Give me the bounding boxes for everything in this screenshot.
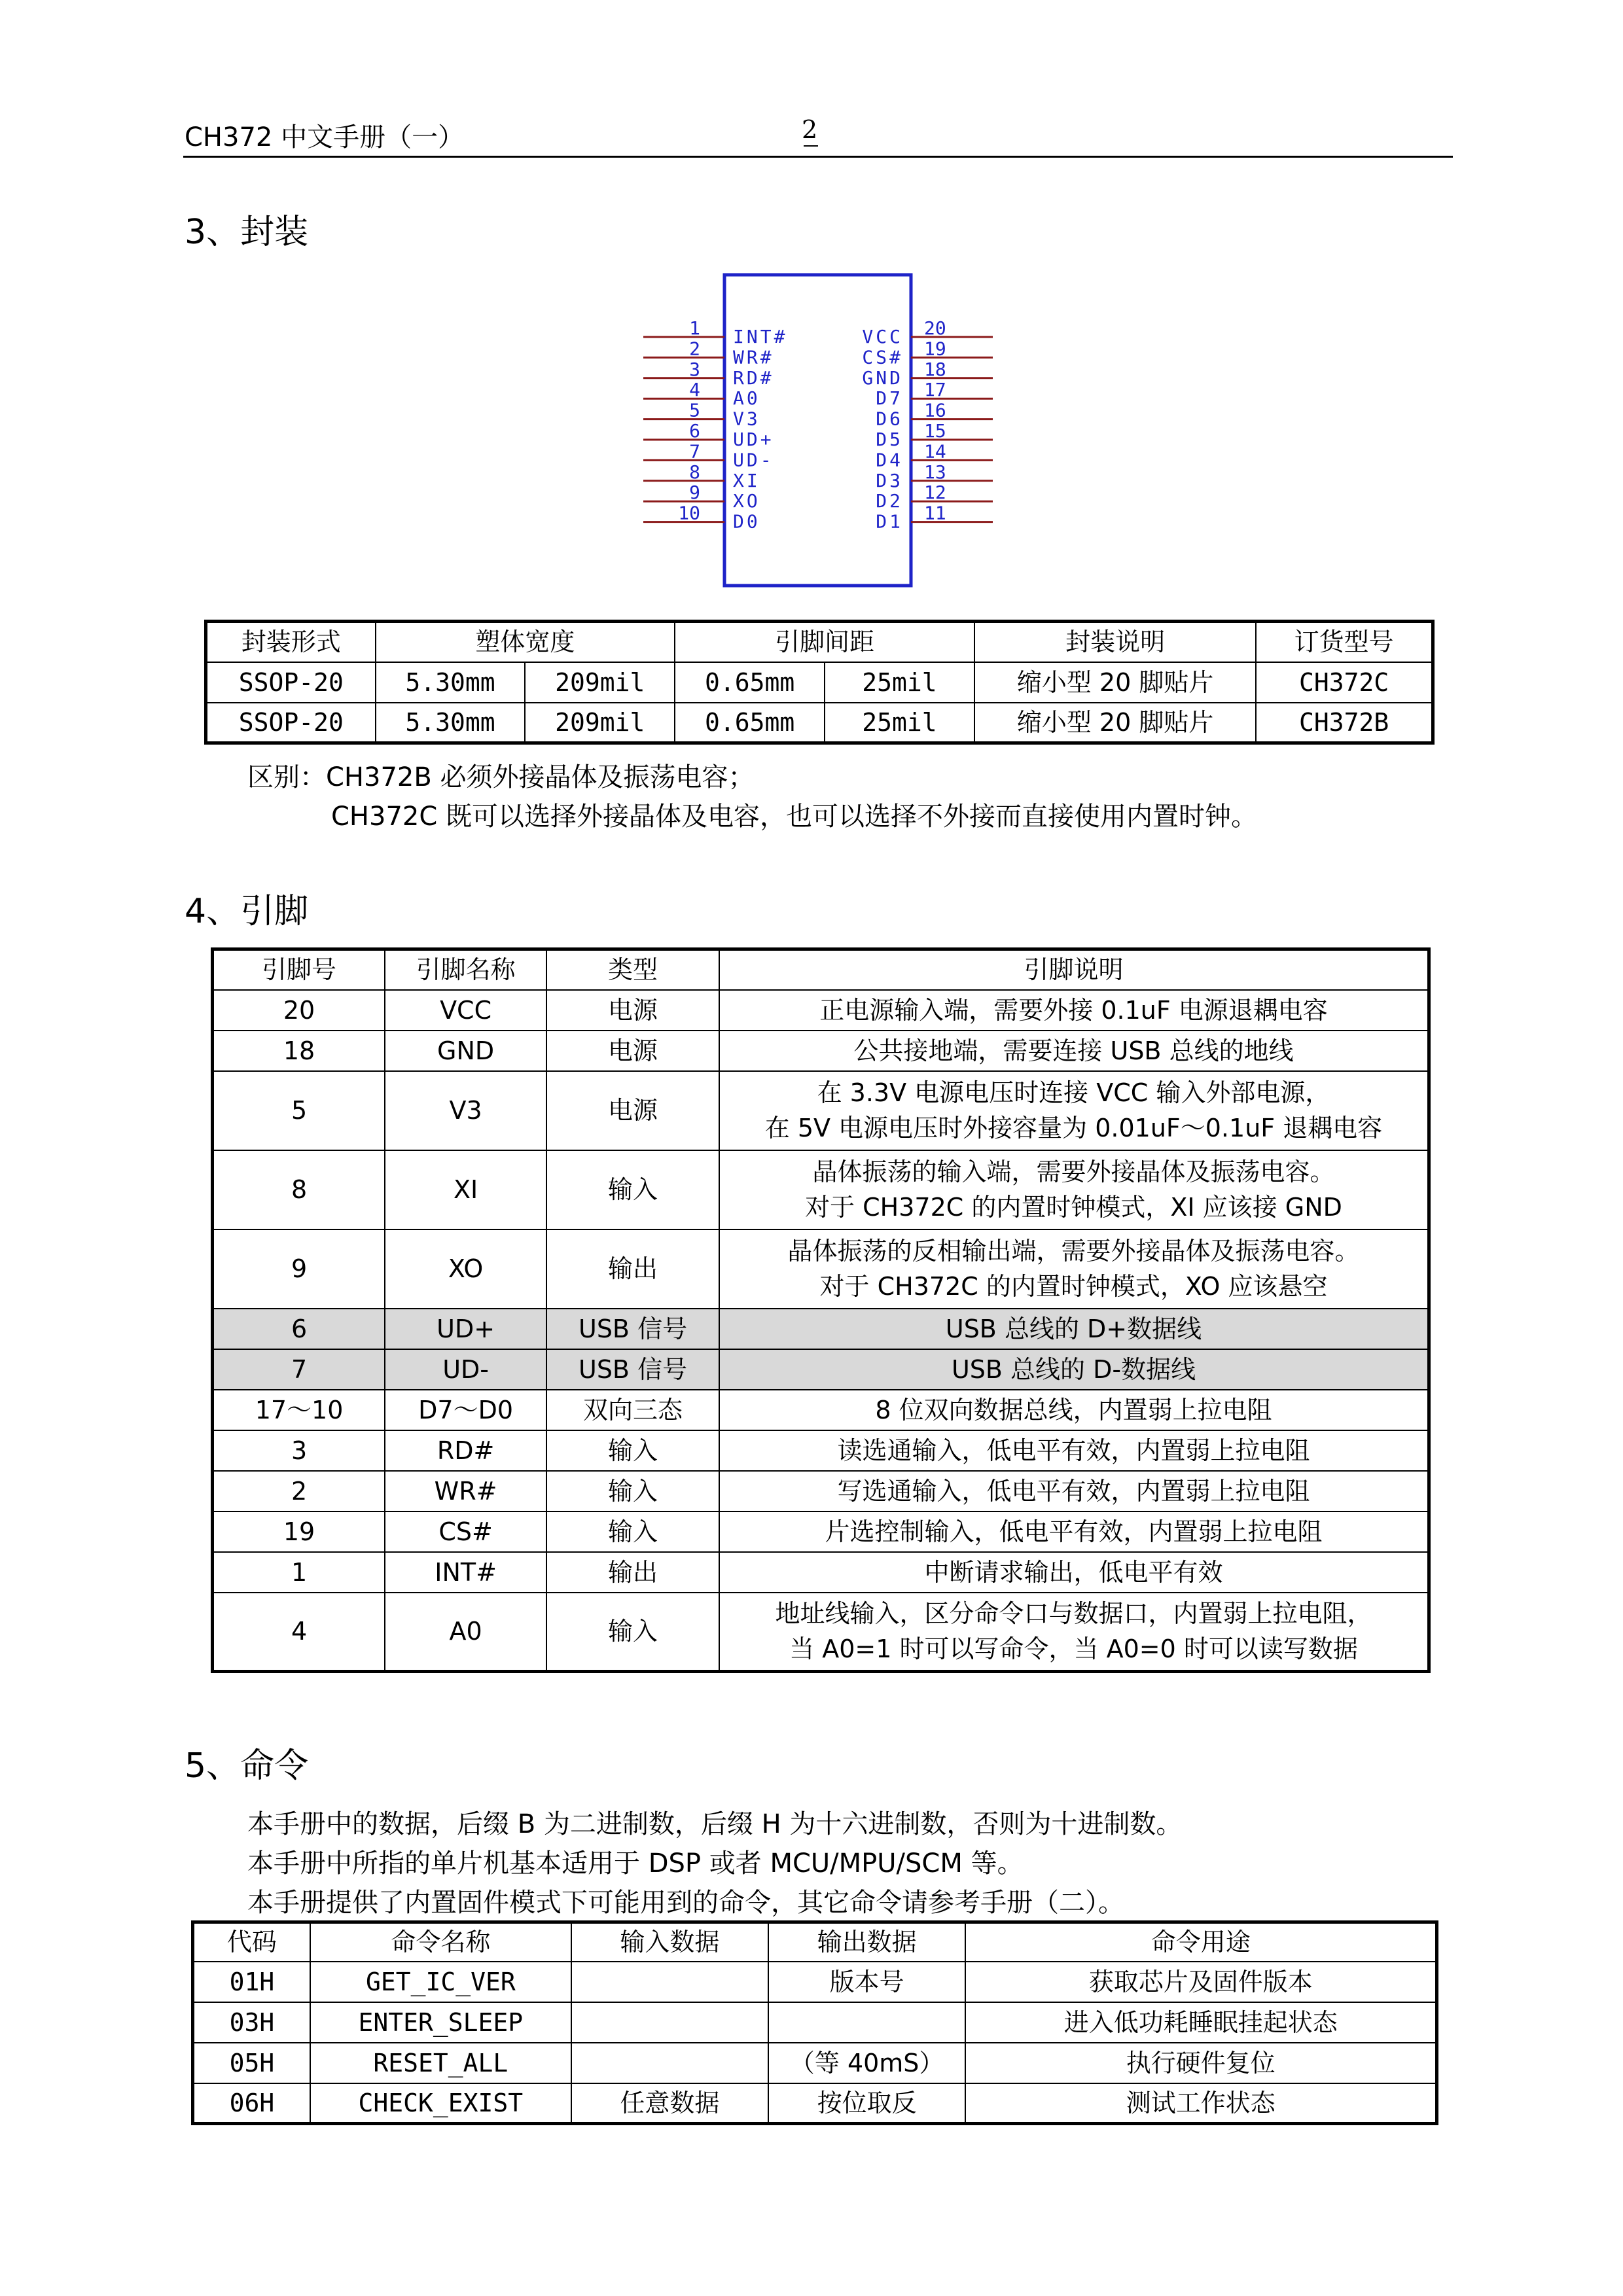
table-row [213,1349,1429,1390]
description-line: 中断请求输出，低电平有效 [924,1557,1223,1587]
page-number-underline [804,145,818,147]
description-line: 写选通输入，低电平有效，内置弱上拉电阻 [837,1476,1310,1506]
pin-name: D0 [733,510,760,533]
pin-number: 5 [689,399,700,421]
section-4-heading: 4、引脚 [185,892,309,931]
pin-name: XI [733,469,760,491]
description-line: 地址线输入，区分命令口与数据口，内置弱上拉电阻， [775,1599,1372,1629]
pin-number: 12 [924,482,946,504]
pin-type-cell: 电源 [546,1031,719,1071]
pin-number: 17 [924,379,946,401]
description-line: 当 A0=1 时可以写命令，当 A0=0 时可以读写数据 [789,1634,1358,1664]
header-rule [183,156,1453,158]
column-header: 类型 [546,949,719,990]
pin-name: D2 [876,490,903,512]
table-row [193,2043,1437,2083]
description-line: 在 3.3V 电源电压时连接 VCC 输入外部电源， [817,1078,1330,1107]
pin-type-cell: 电源 [546,990,719,1031]
pin-name: UD- [733,449,774,471]
column-header: 输出数据 [768,1922,966,1962]
table-row [213,1552,1429,1593]
table-row [193,2002,1437,2043]
command-cell: 获取芯片及固件版本 [965,1962,1436,2002]
command-cell [571,2002,768,2043]
command-cell: 05H [193,2043,310,2083]
pkg-header-desc: 封装说明 [974,622,1256,662]
pin-name-cell: XO [385,1229,546,1309]
table-row [213,1430,1429,1471]
pin-name: D6 [876,408,903,430]
pin-number: 16 [924,399,946,421]
pin-description-cell [719,1031,1429,1071]
description-line: USB 总线的 D-数据线 [951,1354,1196,1384]
pin-number: 1 [689,317,700,339]
pin-description-cell [719,1071,1429,1150]
command-cell: 任意数据 [571,2083,768,2124]
pin-type-cell: USB 信号 [546,1309,719,1349]
column-header: 输入数据 [571,1922,768,1962]
pin-number-cell: 4 [213,1593,385,1672]
pin-number: 6 [689,420,700,442]
table-row: SSOP-20 5.30mm 209mil 0.65mm 25mil 缩小型 20 脚贴片 CH372B [206,703,1433,743]
description-line: 正电源输入端，需要外接 0.1uF 电源退耦电容 [819,995,1328,1025]
pin-name: VCC [862,326,903,347]
pin-description-cell [719,1552,1429,1593]
pin-name: CS# [862,346,903,368]
pin-name: A0 [733,387,760,410]
column-header: 引脚说明 [719,949,1429,990]
pin-table [211,947,1431,1673]
pin-number-cell: 17～10 [213,1390,385,1430]
pkg-header-order: 订货型号 [1256,622,1433,662]
pin-number: 13 [924,461,946,483]
pin-name: WR# [733,346,774,368]
pin-number: 9 [689,482,700,504]
manual-title: CH372 中文手册（一） [185,122,465,152]
table-row: SSOP-20 5.30mm 209mil 0.65mm 25mil 缩小型 20 脚贴片 CH372C [206,662,1433,703]
description-line: 对于 CH372C 的内置时钟模式，XI 应该接 GND [805,1193,1342,1222]
column-header: 引脚号 [213,949,385,990]
description-line: USB 总线的 D+数据线 [945,1314,1202,1343]
pin-description-cell [719,1593,1429,1672]
command-note-2: 本手册中所指的单片机基本适用于 DSP 或者 MCU/MPU/SCM 等。 [247,1848,1024,1879]
pin-number-cell: 2 [213,1471,385,1511]
pin-description-cell [719,1511,1429,1552]
column-header: 命令名称 [310,1922,571,1962]
command-cell: 06H [193,2083,310,2124]
pin-number: 8 [689,461,700,483]
pin-number-cell: 9 [213,1229,385,1309]
page-number: 2 [802,115,818,144]
pin-number: 14 [924,440,946,463]
description-line: 晶体振荡的输入端，需要外接晶体及振荡电容。 [812,1157,1335,1186]
section-3-heading: 3、封装 [185,213,309,252]
pin-name-cell: A0 [385,1593,546,1672]
command-cell: RESET_ALL [310,2043,571,2083]
command-cell: 进入低功耗睡眠挂起状态 [965,2002,1436,2043]
pin-name: RD# [733,366,774,389]
pin-description-cell [719,1390,1429,1430]
column-header: 代码 [193,1922,310,1962]
pin-name-cell: RD# [385,1430,546,1471]
pin-name-cell: INT# [385,1552,546,1593]
table-row [213,1309,1429,1349]
description-line: 公共接地端，需要连接 USB 总线的地线 [853,1036,1294,1065]
right-pins [862,317,993,533]
pin-number-cell: 3 [213,1430,385,1471]
pin-number: 3 [689,358,700,380]
table-row [213,1511,1429,1552]
pin-number: 20 [924,317,946,339]
pin-number: 7 [689,440,700,463]
pin-name: XO [733,490,760,512]
pin-name-cell: XI [385,1150,546,1229]
command-note-1: 本手册中的数据，后缀 B 为二进制数，后缀 H 为十六进制数，否则为十进制数。 [247,1809,1183,1839]
table-row [213,1071,1429,1150]
pin-number: 18 [924,358,946,380]
pin-number: 10 [678,502,700,524]
description-line: 8 位双向数据总线，内置弱上拉电阻 [875,1395,1272,1424]
command-cell: 版本号 [768,1962,966,2002]
chip-pinout-diagram [641,272,1021,592]
pin-number: 11 [924,502,946,524]
command-note-3: 本手册提供了内置固件模式下可能用到的命令，其它命令请参考手册（二）。 [247,1888,1124,1918]
pin-description-cell [719,990,1429,1031]
pin-name-cell: WR# [385,1471,546,1511]
pin-number-cell: 6 [213,1309,385,1349]
pin-type-cell: 输入 [546,1150,719,1229]
pin-name: D4 [876,449,903,471]
pin-number-cell: 1 [213,1552,385,1593]
pin-type-cell: 输入 [546,1430,719,1471]
table-row [213,1390,1429,1430]
pin-type-cell: 输入 [546,1511,719,1552]
description-line: 晶体振荡的反相输出端，需要外接晶体及振荡电容。 [787,1237,1360,1265]
pin-name: D7 [876,387,903,410]
pin-name-cell: V3 [385,1071,546,1150]
pin-type-cell: 输入 [546,1593,719,1672]
pin-type-cell: USB 信号 [546,1349,719,1390]
pin-description-cell [719,1471,1429,1511]
pin-description-cell [719,1430,1429,1471]
table-row [193,1962,1437,2002]
table-row [193,2083,1437,2124]
column-header: 命令用途 [965,1922,1436,1962]
pin-number-cell: 8 [213,1150,385,1229]
pin-type-cell: 输入 [546,1471,719,1511]
table-row [213,1229,1429,1309]
table-row [213,1150,1429,1229]
command-cell [571,2043,768,2083]
package-note-1: 区别：CH372B 必须外接晶体及振荡电容； [247,762,755,792]
column-header: 引脚名称 [385,949,546,990]
pin-name-cell: GND [385,1031,546,1071]
table-row [213,1031,1429,1071]
description-line: 读选通输入，低电平有效，内置弱上拉电阻 [837,1436,1310,1465]
pin-description-cell [719,1349,1429,1390]
pin-name-cell: VCC [385,990,546,1031]
description-line: 对于 CH372C 的内置时钟模式，XO 应该悬空 [819,1272,1328,1301]
command-cell: 01H [193,1962,310,2002]
pin-number: 19 [924,338,946,360]
pin-name-cell: UD+ [385,1309,546,1349]
pin-name: V3 [733,408,760,430]
description-line: 片选控制输入，低电平有效，内置弱上拉电阻 [825,1517,1323,1546]
pin-name: INT# [733,326,788,347]
command-cell: CHECK_EXIST [310,2083,571,2124]
pin-type-cell: 双向三态 [546,1390,719,1430]
pin-number-cell: 19 [213,1511,385,1552]
package-note-2: CH372C 既可以选择外接晶体及电容，也可以选择不外接而直接使用内置时钟。 [331,802,1257,832]
section-5-heading: 5、命令 [185,1746,309,1786]
pin-number-cell: 18 [213,1031,385,1071]
command-table [191,1920,1438,2125]
description-line: 在 5V 电源电压时外接容量为 0.01uF～0.1uF 退耦电容 [764,1114,1383,1142]
package-table [204,620,1435,745]
pin-name: GND [862,366,903,389]
pin-type-cell: 输出 [546,1229,719,1309]
pin-name: D5 [876,429,903,450]
pkg-header-pitch: 引脚间距 [675,622,974,662]
command-cell: 执行硬件复位 [965,2043,1436,2083]
pin-type-cell: 电源 [546,1071,719,1150]
pin-name: UD+ [733,429,774,450]
table-row [213,990,1429,1031]
pin-number-cell: 7 [213,1349,385,1390]
pin-number-cell: 5 [213,1071,385,1150]
pin-name-cell: UD- [385,1349,546,1390]
pkg-header-form: 封装形式 [206,622,376,662]
pin-description-cell [719,1150,1429,1229]
table-row [213,1471,1429,1511]
pin-name: D3 [876,469,903,491]
pin-table-header [213,949,1429,990]
command-cell [768,2002,966,2043]
command-cell: 按位取反 [768,2083,966,2124]
pin-name-cell: CS# [385,1511,546,1552]
pin-number: 15 [924,420,946,442]
command-cell: 03H [193,2002,310,2043]
command-cell: ENTER_SLEEP [310,2002,571,2043]
pin-description-cell [719,1309,1429,1349]
pin-type-cell: 输出 [546,1552,719,1593]
command-table-header [193,1922,1437,1962]
command-cell [571,1962,768,2002]
pin-number: 4 [689,379,700,401]
pin-number-cell: 20 [213,990,385,1031]
command-cell: （等 40mS） [768,2043,966,2083]
pkg-header-width: 塑体宽度 [376,622,675,662]
command-cell: 测试工作状态 [965,2083,1436,2124]
command-cell: GET_IC_VER [310,1962,571,2002]
pin-name-cell: D7～D0 [385,1390,546,1430]
table-row [213,1593,1429,1672]
pin-number: 2 [689,338,700,360]
pin-description-cell [719,1229,1429,1309]
pin-name: D1 [876,510,903,533]
